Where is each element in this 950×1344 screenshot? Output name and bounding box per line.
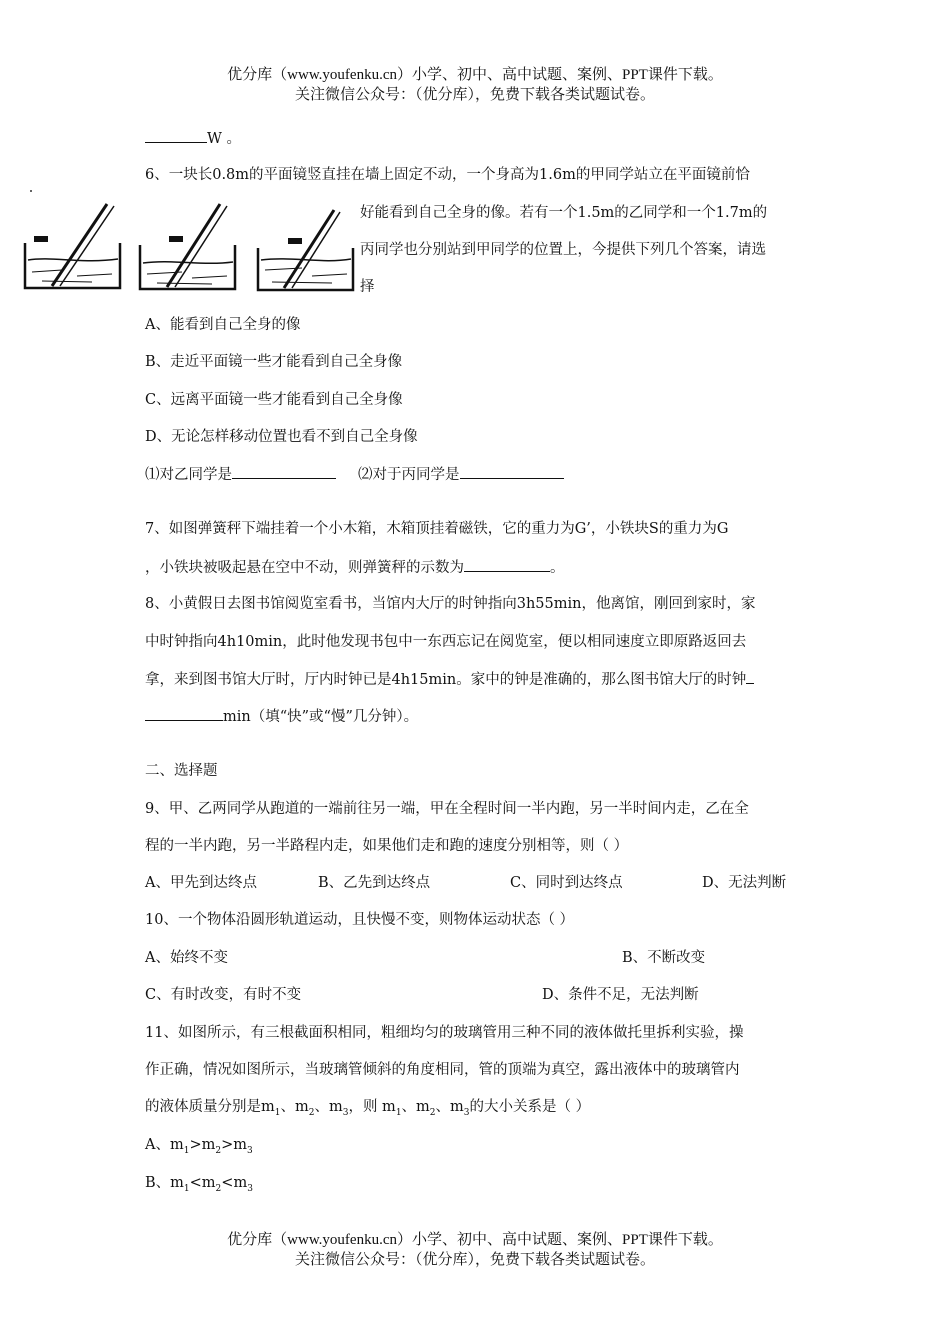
header-line-2: 关注微信公众号：（优分库），免费下载各类试题试卷。	[294, 87, 655, 103]
sub: 1	[395, 1107, 402, 1118]
q8-line-1: 8、小黄假日去图书馆阅览室看书，当馆内大厅的时钟指向3h55min，他离馆，刚回到家时，家	[145, 596, 756, 612]
header-line-1: 优分库（www.youfenku.cn）小学、初中、高中试题、案例、PPT课件下载。	[227, 67, 723, 83]
q11-option-a: A、$m_1>m_2>m_3$	[145, 1137, 253, 1156]
q8-line-2: 中时钟指向4h10min，此时他发现书包中一东西忘记在阅览室，便以相同速度立即原路返回去	[145, 634, 747, 650]
sub: 1	[183, 1145, 190, 1156]
q6-line-3: 丙同学也分别站到甲同学的位置上，今提供下列几个答案，请选	[360, 242, 766, 258]
option-label: A、m	[145, 1137, 184, 1153]
footer-line-1: 优分库（www.youfenku.cn）小学、初中、高中试题、案例、PPT课件下载。	[227, 1232, 723, 1248]
answer-blank[interactable]	[232, 464, 336, 479]
q6-line-1: 6、一块长0.8m的平面镜竖直挂在墙上固定不动，一个身高为1.6m的甲同学站立在平面镜前恰	[145, 167, 750, 183]
q6-sub-1: ⑴对乙同学是	[145, 467, 232, 483]
sep: 、	[401, 1099, 417, 1115]
tube-experiment-figure	[22, 196, 360, 296]
sub: 2	[215, 1145, 222, 1156]
q11-text: ，则 m	[348, 1099, 396, 1115]
q10-line-1: 10、一个物体沿圆形轨道运动，且快慢不变，则物体运动状态（ ）	[145, 912, 575, 928]
op: <	[221, 1175, 234, 1191]
q9-line-2: 程的一半内跑，另一半路程内走，如果他们走和跑的速度分别相等，则（ ）	[145, 838, 629, 854]
sep: 、	[280, 1099, 295, 1115]
answer-blank[interactable]	[460, 464, 564, 479]
q7-line-2-end: 。	[550, 560, 565, 576]
q11-line-3: 的液体质量分别是$m_1$、$m_2$、$m_3$，则 $m_1$、$m_2$、$m_3$的大小关系是（ ）	[145, 1099, 591, 1118]
container-1	[25, 204, 120, 288]
answer-blank[interactable]	[746, 669, 754, 684]
q8-line-3	[145, 669, 754, 690]
sub: 3	[247, 1145, 253, 1156]
sep: 、	[435, 1099, 451, 1115]
answer-blank[interactable]	[464, 557, 550, 572]
q9-option-a: A、甲先到达终点	[145, 875, 257, 891]
q6-line-2: 好能看到自己全身的像。若有一个1.5m的乙同学和一个1.7m的	[360, 205, 768, 221]
sub: 3	[463, 1107, 470, 1118]
q9-option-d: D、无法判断	[702, 875, 787, 891]
option-label: B、m	[145, 1175, 184, 1191]
q6-sub-answers	[145, 464, 564, 485]
q10-option-d: D、条件不足，无法判断	[542, 987, 699, 1003]
q5-tail: W 。	[207, 131, 242, 147]
q9-line-1: 9、甲、乙两同学从跑道的一端前往另一端，甲在全程时间一半内跑，另一半时间内走，乙在全	[145, 801, 749, 817]
q10-option-c: C、有时改变，有时不变	[145, 987, 302, 1003]
q7-line-2	[145, 557, 565, 578]
sub: 1	[274, 1107, 281, 1118]
q6-option-b: B、走近平面镜一些才能看到自己全身像	[145, 354, 403, 370]
q7-line-1: 7、如图弹簧秤下端挂着一个小木箱，木箱顶挂着磁铁，它的重力为G’，小铁块S的重力为G	[145, 521, 729, 537]
q6-line-4: 择	[360, 279, 375, 295]
q10-option-b: B、不断改变	[622, 950, 706, 966]
section-2-title: 二、选择题	[145, 763, 218, 779]
sub: 3	[247, 1183, 253, 1194]
q6-option-a: A、能看到自己全身的像	[145, 317, 301, 333]
q7-line-2-text: ，小铁块被吸起悬在空中不动，则弹簧秤的示数为	[145, 560, 464, 576]
sub: 2	[215, 1183, 222, 1194]
q6-sub-2: ⑵对于丙同学是	[358, 467, 460, 483]
sub: 2	[308, 1107, 315, 1118]
op: >	[189, 1137, 202, 1153]
q8-line-4	[145, 706, 418, 727]
q11-option-b: B、$m_1<m_2<m_3$	[145, 1175, 253, 1194]
op: >	[221, 1137, 234, 1153]
answer-blank[interactable]	[145, 706, 223, 721]
q11-text: 的大小关系是（ ）	[469, 1099, 591, 1115]
q6-option-c: C、远离平面镜一些才能看到自己全身像	[145, 392, 403, 408]
container-2	[140, 204, 235, 289]
q6-option-d: D、无论怎样移动位置也看不到自己全身像	[145, 429, 418, 445]
q9-option-c: C、同时到达终点	[510, 875, 623, 891]
answer-blank[interactable]	[145, 128, 207, 143]
q8-line-3-text: 拿，来到图书馆大厅时，厅内时钟已是4h15min。家中的钟是准确的，那么图书馆大厅的时钟	[145, 672, 747, 688]
sub: 3	[342, 1107, 349, 1118]
sep: 、	[314, 1099, 329, 1115]
q11-line-2: 作正确，情况如图所示，当玻璃管倾斜的角度相同，管的顶端为真空，露出液体中的玻璃管内	[145, 1062, 740, 1078]
q9-option-b: B、乙先到达终点	[318, 875, 431, 891]
q5-answer-line	[145, 128, 241, 149]
op: <	[189, 1175, 202, 1191]
q11-text: 的液体质量分别是m	[145, 1099, 275, 1115]
footer-line-2: 关注微信公众号：（优分库），免费下载各类试题试卷。	[294, 1252, 655, 1268]
q8-line-4-text: min（填“快”或“慢”几分钟）。	[223, 709, 419, 725]
q10-option-a: A、始终不变	[145, 950, 228, 966]
sub: 1	[183, 1183, 190, 1194]
container-3	[258, 210, 353, 290]
q11-line-1: 11、如图所示，有三根截面积相同，粗细均匀的玻璃管用三种不同的液体做托里拆利实验，操	[145, 1025, 744, 1041]
sub: 2	[429, 1107, 436, 1118]
stray-mark	[30, 190, 32, 192]
